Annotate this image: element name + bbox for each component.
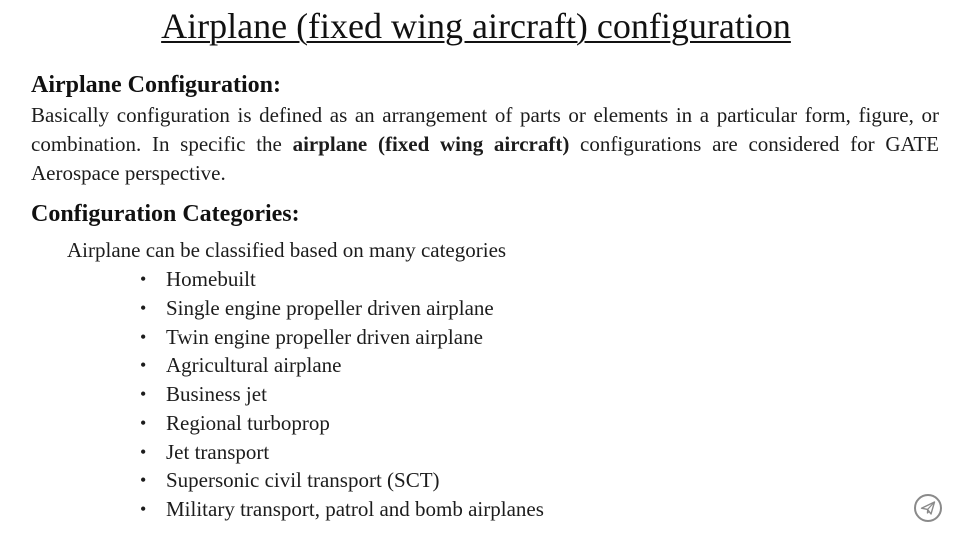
list-item bbox=[137, 409, 544, 438]
list-item-label: Military transport, patrol and bomb airplanes bbox=[166, 497, 544, 521]
list-item bbox=[137, 438, 544, 467]
bullet: • bbox=[140, 384, 147, 404]
list-item bbox=[137, 466, 544, 495]
paragraph-text-part1: Basically configuration is defined as an arrangement of parts or elements in a particular form, figure, or combination. In specific the bbox=[31, 103, 939, 156]
slide-title: Airplane (fixed wing aircraft) configuration bbox=[161, 6, 791, 46]
list-item-label: Supersonic civil transport (SCT) bbox=[166, 468, 440, 493]
bullet: • bbox=[140, 499, 147, 519]
paper-plane-icon bbox=[920, 500, 936, 516]
bullet: • bbox=[140, 441, 147, 462]
list-item bbox=[137, 495, 544, 524]
configuration-paragraph bbox=[31, 101, 939, 188]
list-item-label: Agricultural airplane bbox=[166, 353, 342, 378]
categories-list bbox=[137, 265, 544, 524]
categories-intro: Airplane can be classified based on many categories bbox=[67, 238, 507, 262]
bullet: • bbox=[140, 297, 147, 318]
list-item bbox=[137, 351, 544, 380]
paragraph-bold-term: airplane (fixed wing aircraft) bbox=[292, 132, 570, 156]
bullet: • bbox=[140, 355, 147, 376]
paragraph-text-part2: configurations are considered for GATE Aerospace perspective. bbox=[31, 132, 939, 185]
categories-heading: Configuration Categories: bbox=[31, 201, 300, 227]
configuration-heading: Airplane Configuration: bbox=[31, 72, 282, 98]
bullet: • bbox=[140, 470, 147, 491]
bullet: • bbox=[140, 326, 147, 347]
list-item-label: Business jet bbox=[166, 382, 267, 406]
list-item-label: Homebuilt bbox=[166, 267, 256, 291]
bullet: • bbox=[140, 412, 147, 433]
send-button[interactable] bbox=[914, 494, 942, 522]
list-item bbox=[137, 294, 544, 323]
list-item-label: Jet transport bbox=[166, 439, 270, 464]
list-item bbox=[137, 323, 544, 352]
list-item bbox=[137, 380, 544, 409]
bullet: • bbox=[140, 269, 147, 289]
list-item-label: Regional turboprop bbox=[166, 410, 330, 435]
list-item bbox=[137, 265, 544, 294]
list-item-label: Single engine propeller driven airplane bbox=[166, 295, 494, 320]
list-item-label: Twin engine propeller driven airplane bbox=[166, 324, 483, 349]
